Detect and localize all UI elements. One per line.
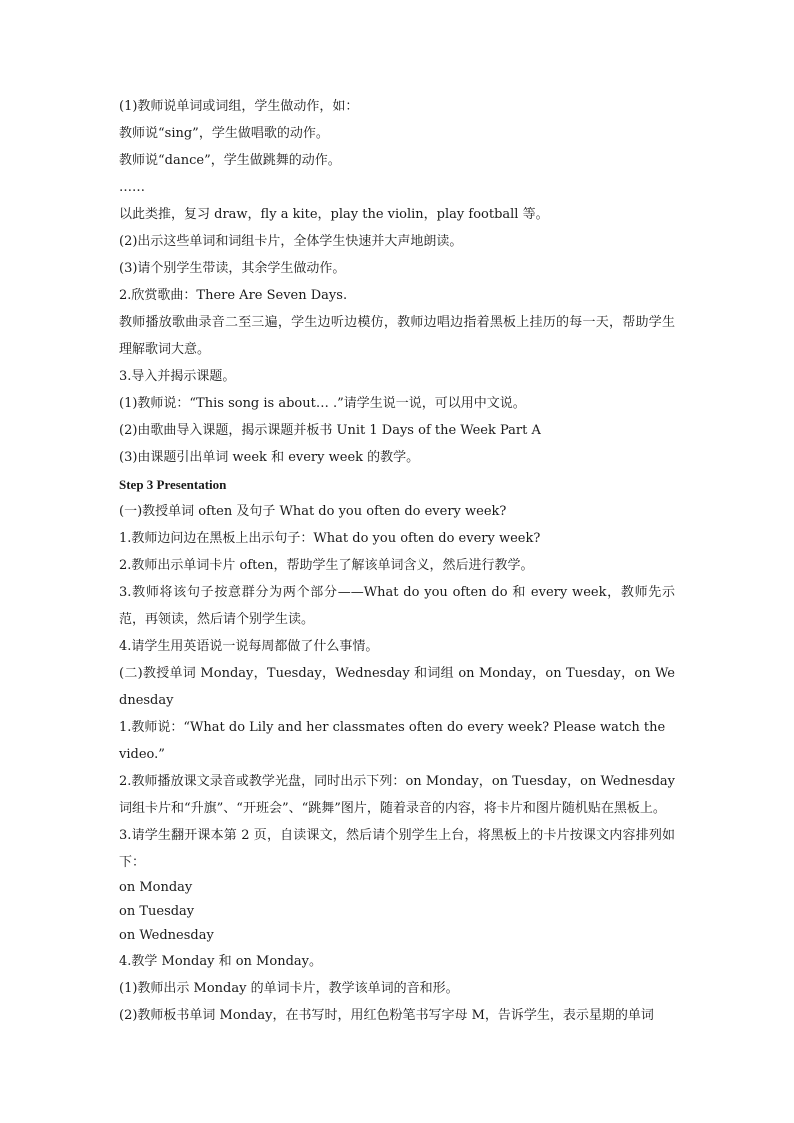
text-line: (3)请个别学生带读，其余学生做动作。 xyxy=(119,261,346,276)
text-line: (1)教师说单词或词组，学生做动作，如： xyxy=(119,99,359,114)
text-line: on Monday xyxy=(119,880,193,895)
text-line: (1)教师出示 Monday 的单词卡片，教学该单词的音和形。 xyxy=(119,981,459,996)
text-line: (一)教授单词 often 及句子 What do you often do every week? xyxy=(119,504,507,519)
text-paragraph: 1.教师说：“What do Lily and her classmates often do every week? Please watch the video.” xyxy=(119,720,666,762)
text-line: 3.导入并揭示课题。 xyxy=(119,369,236,384)
text-paragraph: 3.教师将该句子按意群分为两个部分——What do you often do 和 every week，教师先示范，再领读，然后请个别学生读。 xyxy=(119,585,675,627)
text-line: 教师说“dance”，学生做跳舞的动作。 xyxy=(119,153,341,168)
text-line: 2.欣赏歌曲：There Are Seven Days. xyxy=(119,288,348,303)
text-line: on Wednesday xyxy=(119,928,214,943)
text-line: 4.教学 Monday 和 on Monday。 xyxy=(119,954,322,969)
section-heading: Step 3 Presentation xyxy=(119,477,227,492)
text-line: (2)出示这些单词和词组卡片，全体学生快速并大声地朗读。 xyxy=(119,234,463,249)
text-paragraph: 教师播放歌曲录音二至三遍，学生边听边模仿，教师边唱边指着黑板上挂历的每一天，帮助学生理解歌词大意。 xyxy=(119,315,675,357)
text-line: (2)教师板书单词 Monday，在书写时，用红色粉笔书写字母 M，告诉学生，表示星期的单词 xyxy=(119,1008,654,1023)
text-line: 教师说“sing”，学生做唱歌的动作。 xyxy=(119,126,329,141)
text-paragraph: (二)教授单词 Monday，Tuesday，Wednesday 和词组 on Monday，on Tuesday，on Wednesday xyxy=(119,666,675,708)
text-paragraph: 2.教师播放课文录音或教学光盘，同时出示下列：on Monday，on Tuesday，on Wednesday 词组卡片和“升旗”、“开班会”、“跳舞”图片，随着录音的内容，将卡片和图片随机贴在黑板上。 xyxy=(119,774,675,816)
text-line: 1.教师边问边在黑板上出示句子：What do you often do every week? xyxy=(119,531,541,546)
text-paragraph: 3.请学生翻开课本第 2 页，自读课文，然后请个别学生上台，将黑板上的卡片按课文内容排列如下： xyxy=(119,828,675,870)
text-line: 4.请学生用英语说一说每周都做了什么事情。 xyxy=(119,639,379,654)
text-line: (2)由歌曲导入课题，揭示课题并板书 Unit 1 Days of the Week Part A xyxy=(119,423,541,438)
text-line: (1)教师说：“This song is about… .”请学生说一说，可以用中文说。 xyxy=(119,396,526,411)
lesson-plan-body xyxy=(119,93,675,1029)
text-line: 2.教师出示单词卡片 often，帮助学生了解该单词含义，然后进行教学。 xyxy=(119,558,534,573)
text-line: on Tuesday xyxy=(119,904,195,919)
text-line: 以此类推，复习 draw，fly a kite，play the violin，play football 等。 xyxy=(119,207,549,222)
text-line: …… xyxy=(119,180,145,195)
text-line: (3)由课题引出单词 week 和 every week 的教学。 xyxy=(119,450,420,465)
